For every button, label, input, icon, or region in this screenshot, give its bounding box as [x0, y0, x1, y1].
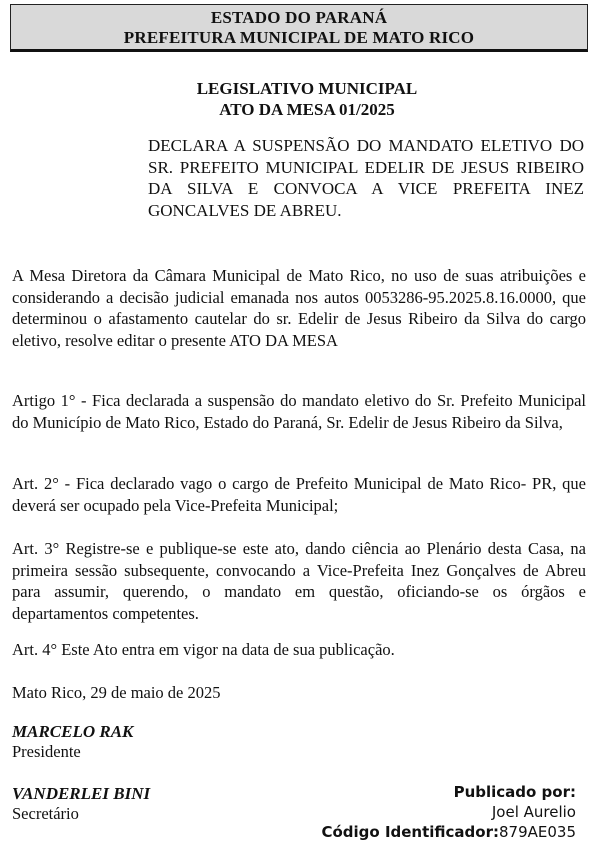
document-title — [0, 78, 600, 120]
identifier-code — [321, 822, 576, 842]
title-legislativo: LEGISLATIVO MUNICIPAL — [196, 79, 418, 98]
signature-secretary-role: Secretário — [12, 804, 79, 823]
signature-secretary-name: VANDERLEI BINI — [12, 784, 151, 803]
signature-president-name: MARCELO RAK — [12, 722, 134, 741]
title-ato: ATO DA MESA 01/2025 — [219, 100, 395, 119]
document-header — [10, 4, 588, 52]
article-2: Art. 2° - Fica declarado vago o cargo de Prefeito Municipal de Mato Rico- PR, que deverá ser ocupado pela Vice-Prefeita Municipal; — [12, 474, 586, 515]
header-prefecture: PREFEITURA MUNICIPAL DE MATO RICO — [123, 28, 475, 47]
article-3: Art. 3° Registre-se e publique-se este ato, dando ciência ao Plenário desta Casa, na primeira sessão subsequente, convocando a Vice-Prefeita Inez Gonçalves de Abreu para assumir, querendo, o mandato em questão, oficiando-se os órgãos e departamentos competentes. — [12, 539, 586, 623]
signature-president-role: Presidente — [12, 742, 81, 761]
place-date: Mato Rico, 29 de maio de 2025 — [12, 683, 221, 702]
ementa: DECLARA A SUSPENSÃO DO MANDATO ELETIVO DO SR. PREFEITO MUNICIPAL EDELIR DE JESUS RIBEIRO DA SILVA E CONVOCA A VICE PREFEITA INEZ GONCALVES DE ABREU. — [148, 136, 584, 220]
identifier-code-value: 879AE035 — [499, 823, 576, 841]
published-by-label: Publicado por: — [453, 783, 576, 801]
publisher-name: Joel Aurelio — [491, 803, 576, 821]
intro-paragraph: A Mesa Diretora da Câmara Municipal de Mato Rico, no uso de suas atribuições e considerando a decisão judicial emanada nos autos 0053286-95.2025.8.16.0000, que determinou o afastamento cautelar do sr. Edelir de Jesus Ribeiro da Silva do cargo eletivo, resolve editar o presente ATO DA MESA — [12, 266, 586, 350]
article-1: Artigo 1° - Fica declarada a suspensão do mandato eletivo do Sr. Prefeito Municipal do Município de Mato Rico, Estado do Paraná, Sr. Edelir de Jesus Ribeiro da Silva, — [12, 391, 586, 432]
header-state: ESTADO DO PARANÁ — [210, 8, 388, 27]
identifier-code-label: Código Identificador: — [321, 823, 499, 841]
article-4: Art. 4° Este Ato entra em vigor na data de sua publicação. — [12, 640, 395, 659]
